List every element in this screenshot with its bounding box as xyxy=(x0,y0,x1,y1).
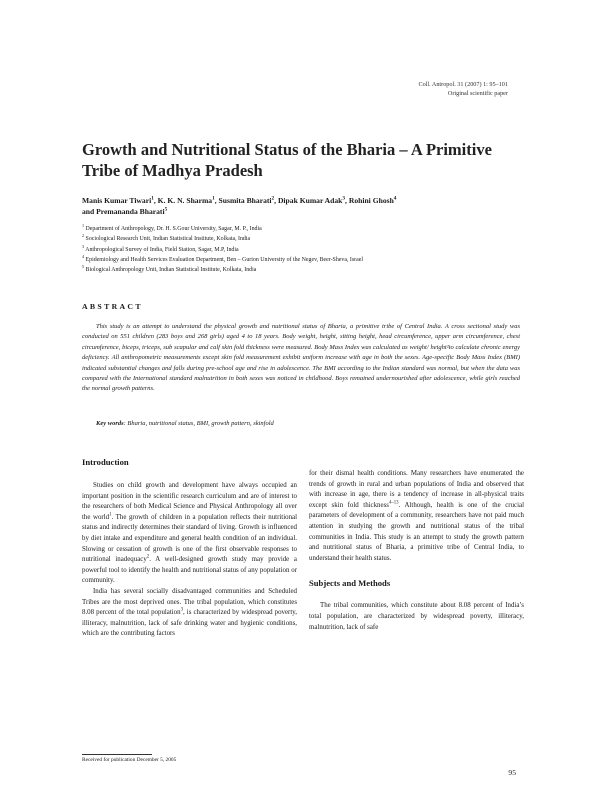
author: Dipak Kumar Adak$^3$ xyxy=(277,195,346,205)
paragraph: Studies on child growth and development have always occupied an important position in the scientific research curriculum and are of interest to the researchers of both Medical Science and Physical Anthropology all over the world$^1$. The growth of children in a population reflects their nutritional status and indirectly determines their standard of living. Growth is influenced by diet intake and expenditure and general health condition of an individual. Slowing or cessation of growth is one of the first observable responses to nutritional inadequacy$^2$. A well-designed growth study may provide a powerful tool to identify the health and nutritional status of any population or community. xyxy=(82,482,297,585)
affiliation: $^3$ Anthropological Survey of India, Field Station, Sagar, M.P, India xyxy=(82,243,239,253)
affiliation: $^2$ Sociological Research Unit, Indian Statistical Institute, Kolkata, India xyxy=(82,233,251,243)
right-column xyxy=(309,469,524,633)
author: Susmita Bharati$^2$ xyxy=(218,195,275,205)
affiliation: $^1$ Department of Anthropology, Dr. H. S.Gour University, Sagar, M. P., India xyxy=(82,223,262,232)
left-column xyxy=(82,456,297,640)
footnote-divider xyxy=(82,754,152,755)
article-type: Original scientific paper xyxy=(447,90,508,97)
abstract-heading: ABSTRACT xyxy=(82,302,143,311)
affiliation-list xyxy=(82,224,522,275)
abstract-text: This study is an attempt to understand the physical growth and nutritional status of Bharia, a primitive tribe of Central India. A cross sectional study was conducted on 551 children (283 boys and 268 girls) aged 4 to 18 years. Body weight, height, sitting height, head circumference, upper arm circumference, chest circumference, biceps, triceps, sub scapular and calf skin fold thickness were measured. Body Mass Index was calculated as weight/ height²to calculate chronic energy deficiency. All anthropometric measurements except skin fold measurement exhibit uniform increase with age in both the sexes. Age-specific Body Mass Index (BMI) indicated substantial changes and falls during pre-school age and rise in adolescence. The BMI according to the Indian standard was normal, but when the data was compared with the International standard malnutrition in both sexes was noticed in childhood. Boys remained undernourished after adolescence, while girls reached the normal growth patterns. xyxy=(82,323,520,393)
keywords-list: : Bharia, nutritional status, BMI, growth pattern, skinfold xyxy=(123,420,274,427)
affiliation: $^4$ Epidemiology and Health Services Evaluation Department, Ben – Gurion University of the Negev, Beer-Sheva, Israel xyxy=(82,253,363,263)
journal-citation: Coll. Antropol. 31 (2007) 1: 95–101 xyxy=(418,81,508,88)
journal-header xyxy=(418,80,508,98)
author: K. K. N. Sharma$^1$ xyxy=(157,195,215,205)
affiliation: $^5$ Biological Anthropology Unit, Indian Statistical Institute, Kolkata, India xyxy=(82,264,257,274)
author-list: Manis Kumar Tiwari$^1$, K. K. N. Sharma$^1$, Susmita Bharati$^2$, Dipak Kumar Adak$^3$, Rohini Ghosh$^4$ and Premananda Bharati$^5$ xyxy=(82,195,397,216)
paragraph: The tribal communities, which constitute about 8.08 percent of India’s total population, are characterized by widespread poverty, illiteracy, malnutrition, lack of safe xyxy=(309,602,524,631)
section-heading-introduction: Introduction xyxy=(82,457,129,467)
author: Rohini Ghosh$^4$ xyxy=(348,195,397,205)
page-number: 95 xyxy=(508,768,516,777)
paragraph: India has several socially disadvantaged communities and Scheduled Tribes are the most deprived ones. The tribal population, which constitutes 8.08 percent of the total population$^3$, is characterized by widespread poverty, illiteracy, malnutrition, lack of safe drinking water and hygienic conditions, which are the contributing factors xyxy=(82,587,297,638)
section-heading-methods: Subjects and Methods xyxy=(309,578,391,589)
keywords xyxy=(96,420,516,427)
author: Manis Kumar Tiwari$^1$ xyxy=(82,195,154,205)
footnote: Received for publication December 5, 2005 xyxy=(82,757,177,763)
author: Premananda Bharati$^5$ xyxy=(96,206,168,216)
paragraph: for their dismal health conditions. Many researchers have enumerated the trends of growth in rural and urban populations of India and observed that with increase in age, there is a tendency of increase in all-physical traits except skin fold thickness$^{4-13}$. Although, health is one of the crucial parameters of development of a community, researchers have not paid much attention in studying the growth and nutritional status of the tribal communities in India. This study is an attempt to study the growth pattern and nutritional status of Bharia, a primitive tribe of Central India, to understand their health status. xyxy=(309,470,524,562)
keywords-label: Key words xyxy=(96,420,124,427)
paper-title: Growth and Nutritional Status of the Bharia – A Primitive Tribe of Madhya Pradesh xyxy=(82,140,492,180)
